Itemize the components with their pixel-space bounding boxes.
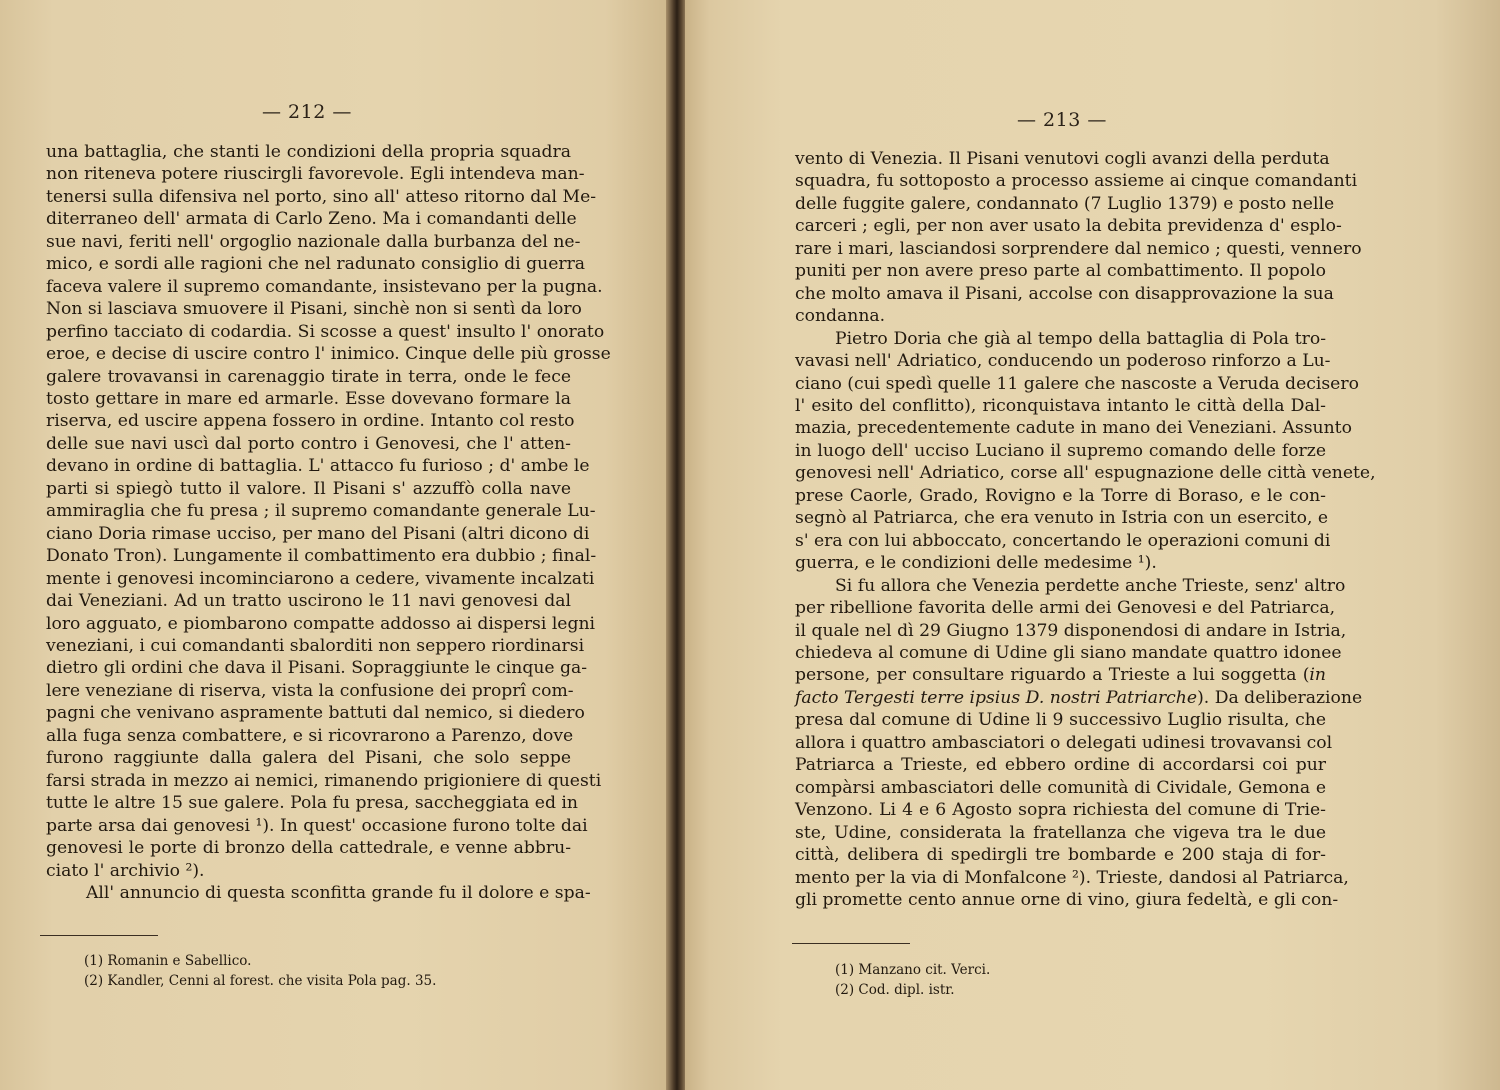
text-line: tutte le altre 15 sue galere. Pola fu presa, saccheggiata ed in xyxy=(46,793,578,814)
text-line: dietro gli ordini che dava il Pisani. Sopraggiunte le cinque ga- xyxy=(46,658,588,679)
text-line: Si fu allora che Venezia perdette anche Trieste, senz' altro xyxy=(835,575,1346,596)
text-line: genovesi nell' Adriatico, corse all' espugnazione delle città venete, xyxy=(795,463,1376,484)
text-line: il quale nel dì 29 Giugno 1379 disponendosi di andare in Istria, xyxy=(795,620,1347,641)
text-line: pagni che venivano aspramente battuti dal nemico, si diedero xyxy=(46,703,585,724)
text-line: mento per la via di Monfalcone ²). Trieste, dandosi al Patriarca, xyxy=(795,867,1349,888)
left-footnotes xyxy=(84,951,436,991)
text-line: Non si lasciava smuovere il Pisani, sinchè non si sentì da loro xyxy=(46,299,582,320)
footnote-rule-right xyxy=(792,943,910,944)
footnote-rule-left xyxy=(40,935,158,936)
text-line: delle fuggite galere, condannato (7 Luglio 1379) e posto nelle xyxy=(795,193,1335,214)
text-line: Venzono. Li 4 e 6 Agosto sopra richiesta del comune di Trie- xyxy=(795,800,1326,821)
right-footnotes xyxy=(835,960,990,1000)
text-line: carceri ; egli, per non aver usato la debita previdenza d' esplo- xyxy=(795,216,1342,237)
left-page xyxy=(0,0,672,1090)
text-line: ciano (cui spedì quelle 11 galere che nascoste a Veruda decisero xyxy=(795,373,1359,394)
text-line: mico, e sordi alle ragioni che nel radunato consiglio di guerra xyxy=(46,254,586,275)
text-line: devano in ordine di battaglia. L' attacco fu furioso ; d' ambe le xyxy=(46,456,590,477)
text-line: vento di Venezia. Il Pisani venutovi cogli avanzi della perduta xyxy=(795,149,1330,169)
text-line: ciano Doria rimase ucciso, per mano del Pisani (altri dicono di xyxy=(46,523,590,544)
text-line: Patriarca a Trieste, ed ebbero ordine di accordarsi coi pur xyxy=(795,755,1326,776)
footnote: (2) Kandler, Cenni al forest. che visita Pola pag. 35. xyxy=(84,973,437,989)
text-line: ste, Udine, considerata la fratellanza che vigeva tra le due xyxy=(795,822,1326,843)
text-line: in luogo dell' ucciso Luciano il supremo comando delle forze xyxy=(795,440,1326,461)
text-line: squadra, fu sottoposto a processo assieme ai cinque comandanti xyxy=(795,171,1358,192)
text-line: dai Veneziani. Ad un tratto uscirono le 11 navi genovesi dal xyxy=(46,591,571,612)
text-line: parte arsa dai genovesi ¹). In quest' occasione furono tolte dai xyxy=(46,815,588,836)
text-line: alla fuga senza combattere, e si ricovrarono a Parenzo, dove xyxy=(46,725,574,746)
text-line: Donato Tron). Lungamente il combattimento era dubbio ; final- xyxy=(46,546,597,567)
text-line: perfino tacciato di codardia. Si scosse a quest' insulto l' onorato xyxy=(46,321,605,342)
page-number-left: — 212 — xyxy=(262,101,352,123)
text-line: segnò al Patriarca, che era venuto in Istria con un esercito, e xyxy=(795,508,1329,529)
text-line: furono raggiunte dalla galera del Pisani, che solo seppe xyxy=(46,748,571,769)
text-line: farsi strada in mezzo ai nemici, rimanendo prigioniere di questi xyxy=(46,770,602,791)
text-line: una battaglia, che stanti le condizioni della propria squadra xyxy=(46,142,571,162)
text-line: per ribellione favorita delle armi dei Genovesi e del Patriarca, xyxy=(795,598,1336,619)
text-line: puniti per non avere preso parte al combattimento. Il popolo xyxy=(795,261,1326,282)
text-line: presa dal comune di Udine li 9 successivo Luglio risulta, che xyxy=(795,710,1326,731)
text-line: facto Tergesti terre ipsius D. nostri Patriarche). Da deliberazione xyxy=(795,687,1363,708)
text-line: rare i mari, lasciandosi sorprendere dal nemico ; questi, vennero xyxy=(795,238,1362,259)
footnote: (2) Cod. dipl. istr. xyxy=(835,982,955,998)
text-line: compàrsi ambasciatori delle comunità di Cividale, Gemona e xyxy=(795,777,1326,798)
text-line: guerra, e le condizioni delle medesime ¹). xyxy=(795,553,1157,574)
text-line: persone, per consultare riguardo a Trieste a lui soggetta (in xyxy=(795,665,1326,686)
text-line: gli promette cento annue orne di vino, giura fedeltà, e gli con- xyxy=(795,889,1339,910)
text-line: non riteneva potere riuscirgli favorevole. Egli intendeva man- xyxy=(46,164,585,185)
text-line: genovesi le porte di bronzo della cattedrale, e venne abbru- xyxy=(46,838,571,859)
text-line: All' annuncio di questa sconfitta grande fu il dolore e spa- xyxy=(86,882,591,903)
text-line: prese Caorle, Grado, Rovigno e la Torre di Boraso, e le con- xyxy=(795,485,1326,506)
text-line: l' esito del conflitto), riconquistava intanto le città della Dal- xyxy=(795,395,1326,416)
text-line: allora i quattro ambasciatori o delegati udinesi trovavansi col xyxy=(795,732,1333,753)
text-line: eroe, e decise di uscire contro l' inimico. Cinque delle più grosse xyxy=(46,344,611,365)
text-line: che molto amava il Pisani, accolse con disapprovazione la sua xyxy=(795,283,1334,304)
text-line: tosto gettare in mare ed armarle. Esse dovevano formare la xyxy=(46,388,571,409)
text-line: delle sue navi uscì dal porto contro i Genovesi, che l' atten- xyxy=(46,433,571,454)
text-line: mente i genovesi incominciarono a cedere, vivamente incalzati xyxy=(46,568,595,589)
text-line: ciato l' archivio ²). xyxy=(46,860,205,881)
text-line: riserva, ed uscire appena fossero in ordine. Intanto col resto xyxy=(46,411,575,432)
text-line: sue navi, feriti nell' orgoglio nazionale dalla burbanza del ne- xyxy=(46,231,581,252)
text-line: diterraneo dell' armata di Carlo Zeno. Ma i comandanti delle xyxy=(46,209,577,230)
text-line: tenersi sulla difensiva nel porto, sino all' atteso ritorno dal Me- xyxy=(46,186,597,207)
text-line: ammiraglia che fu presa ; il supremo comandante generale Lu- xyxy=(46,501,596,522)
text-line: galere trovavansi in carenaggio tirate in terra, onde le fece xyxy=(46,366,571,387)
text-line: condanna. xyxy=(795,306,886,327)
text-line: vavasi nell' Adriatico, conducendo un poderoso rinforzo a Lu- xyxy=(795,351,1331,372)
footnote: (1) Romanin e Sabellico. xyxy=(84,953,252,969)
footnote: (1) Manzano cit. Verci. xyxy=(835,962,991,978)
text-line: chiedeva al comune di Udine gli siano mandate quattro idonee xyxy=(795,642,1342,663)
text-line: mazia, precedentemente cadute in mano dei Veneziani. Assunto xyxy=(795,418,1352,439)
right-body-text xyxy=(795,148,1376,911)
text-line: loro agguato, e piombarono compatte addosso ai dispersi legni xyxy=(46,613,596,634)
text-line: veneziani, i cui comandanti sbalorditi non seppero riordinarsi xyxy=(46,635,585,656)
page-number-right: — 213 — xyxy=(1017,109,1107,131)
text-line: faceva valere il supremo comandante, insistevano per la pugna. xyxy=(46,276,603,297)
right-page xyxy=(685,0,1500,1090)
text-line: lere veneziane di riserva, vista la confusione dei proprî com- xyxy=(46,680,574,701)
text-line: città, delibera di spedirgli tre bombarde e 200 staja di for- xyxy=(795,845,1326,866)
left-body-text xyxy=(46,141,611,904)
text-line: Pietro Doria che già al tempo della battaglia di Pola tro- xyxy=(835,328,1326,349)
text-line: parti si spiegò tutto il valore. Il Pisani s' azzuffò colla nave xyxy=(46,478,571,499)
text-line: s' era con lui abboccato, concertando le operazioni comuni di xyxy=(795,530,1331,551)
